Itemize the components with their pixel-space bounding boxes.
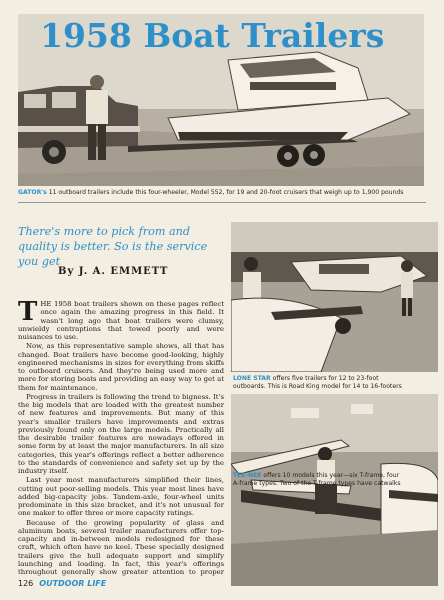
body-paragraph: Now, as this representative sample shows, all that has changed. Boat trailers have become good-looking, highly engineered mechanisms in sizes for everything from skiffs to outboard cruisers. And they're being used more and more for storing boats and providing an easy way to get at them for maintenance. [18, 342, 224, 392]
page-title: 1958 Boat Trailers [40, 16, 385, 55]
body-paragraph: Last year most manufacturers simplified their lines, cutting out poor-selling models. This year most lines have added big-capacity jobs. Tandem-axle, four-wheel units predominate in this size bracket, and it's not unusual for one maker to offer three or more capacity ratings. [18, 476, 224, 518]
magazine-name: OUTDOOR LIFE [39, 579, 107, 588]
caption-divider [18, 202, 426, 203]
body-paragraph: Because of the growing popularity of glass and aluminum boats, several trailer manufacturers offer top-capacity and in-between models redesigned for these craft, which often have no keel. These specially designed trailers give the hull adequate support and simplify launching and loading. In fact, this year's offerings throughout generally show greater attention to proper [18, 518, 224, 576]
gator-caption [18, 189, 428, 197]
body-paragraph: THE 1958 boat trailers shown on these pages reflect once again the amazing progress in this field. It wasn't long ago that boat trailers were clumsy, unwieldy contraptions that towed poorly and were nuisances to use. [18, 300, 224, 341]
article-body [18, 300, 224, 576]
lone-star-caption-brand: LONE STAR [233, 375, 271, 382]
drop-cap: T [18, 300, 38, 327]
intro-deck: There's more to pick from and quality is better. So is the service you get [18, 225, 208, 268]
lone-star-caption: LONE STAR offers five trailers for 12 to 23-foot outboards. This is Road King model for 14 to 16-footers [233, 375, 402, 390]
page-number: 126 [18, 579, 34, 588]
byline: By J. A. EMMETT [58, 266, 169, 277]
tee-nee-trailer-photo [231, 394, 438, 586]
tee-nee-caption: TEE-NEE offers 10 models this year—six T-frame, four A-frame types. Two of the T-frame types have catwalks [233, 472, 401, 487]
body-paragraph: Progress in trailers is following the trend to bigness. It's the big models that are loaded with the greatest number of new features and improvements. But many of this year's smaller trailers have improvements and extras previously found only on the large models. Practically all the desirable trailer features are nowadays offered in some form by at least the major manufacturers. In all size categories, this year's offerings reflect a better adherence to the standards of convenience and safety set up by the industry itself. [18, 392, 224, 475]
gator-caption-brand: GATOR's [18, 189, 47, 196]
lone-star-trailer-photo [231, 222, 438, 372]
tee-nee-caption-brand: TEE-NEE [233, 472, 262, 479]
gator-caption-text: 11 outboard trailers include this four-wheeler, Model 552, for 19 and 20-foot cruisers that weigh up to 1,900 pounds [46, 189, 404, 196]
page-footer [18, 578, 218, 590]
